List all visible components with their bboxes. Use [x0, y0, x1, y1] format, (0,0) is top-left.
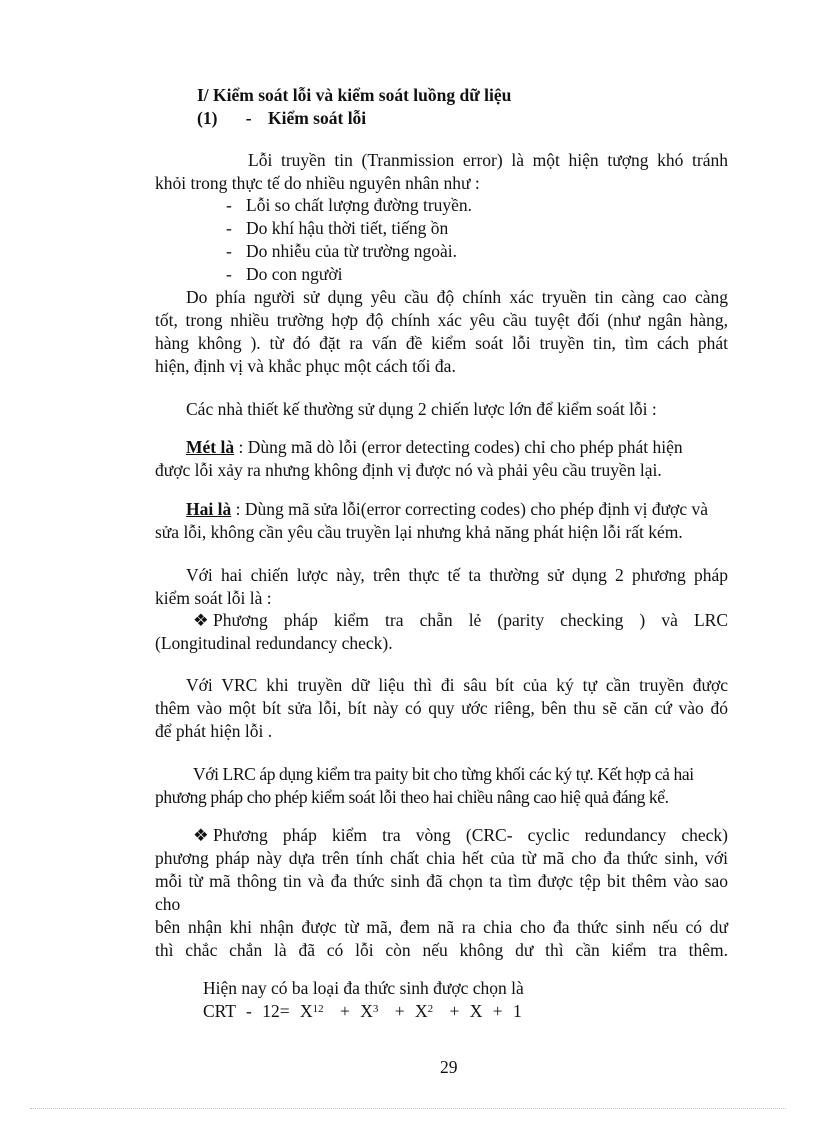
- section-heading: I/ Kiểm soát lỗi và kiểm soát luồng dữ liệu: [197, 85, 512, 105]
- formula-exponent: 12: [312, 1003, 324, 1015]
- paragraph-line: kiểm soát lỗi là :: [155, 588, 272, 608]
- paragraph-line: [186, 498, 708, 520]
- subsection-number: (1): [197, 108, 218, 128]
- paragraph-line: hiện, định vị và khắc phục một cách tối đa.: [155, 356, 456, 376]
- paragraph-line: thì chắc chắn là đã có lỗi còn nếu không dư thì cần kiểm tra thêm.: [155, 940, 728, 960]
- strategy-one-label: Mét là: [186, 437, 235, 457]
- strategy-one-text: : Dùng mã dò lỗi (error detecting codes) chỉ cho phép phát hiện: [238, 437, 683, 457]
- subsection-title: Kiểm soát lỗi: [267, 108, 367, 128]
- bullet-text: Phương pháp kiểm tra vòng (CRC- cyclic redundancy check): [213, 825, 728, 845]
- crc-formula: [203, 1000, 522, 1022]
- paragraph-line: Với LRC áp dụng kiểm tra paity bit cho từng khối các ký tự. Kết hợp cả hai: [193, 764, 694, 784]
- paragraph-line: phương pháp này dựa trên tính chất chia hết của từ mã cho đa thức sinh, với: [155, 848, 728, 868]
- list-dash: -: [226, 195, 232, 215]
- list-item: [226, 194, 472, 216]
- subsection-dash: -: [245, 108, 252, 128]
- subsection-heading: [197, 107, 366, 129]
- formula-term: CRT - 12= X: [203, 1001, 313, 1021]
- paragraph-line: khỏi trong thực tế do nhiều nguyên nhân như :: [155, 173, 480, 193]
- diamond-bullet-icon: ❖: [193, 825, 209, 845]
- list-dash: -: [226, 264, 232, 284]
- paragraph-line: hàng không ). từ đó đặt ra vấn đề kiểm soát lỗi truyền tin, tìm cách phát: [155, 333, 728, 353]
- paragraph-line: mỗi từ mã thông tin và đa thức sinh đã chọn ta tìm được tệp bit thêm vào sao: [155, 871, 728, 891]
- formula-term: + X: [394, 1001, 428, 1021]
- paragraph-line: thêm vào một bít sửa lỗi, bít này có quy ước riêng, bên thu sẽ căn cứ vào đó: [155, 698, 728, 718]
- bullet-text: Phương pháp kiểm tra chẵn lẻ (parity checking ) và LRC: [213, 610, 728, 630]
- bullet-line: [193, 824, 728, 846]
- list-item-text: Lỗi so chất lượng đường truyền.: [246, 195, 473, 215]
- paragraph-line: phương pháp cho phép kiểm soát lỗi theo hai chiều nâng cao hiệ quả đáng kể.: [155, 787, 669, 807]
- list-item: [226, 240, 457, 262]
- formula-exponent: 3: [372, 1003, 379, 1015]
- list-item: [226, 217, 448, 239]
- paragraph-line: cho: [155, 894, 181, 914]
- paragraph-line: Với VRC khi truyền dữ liệu thì đi sâu bít của ký tự cần truyền được: [186, 675, 728, 695]
- page-number: 29: [440, 1057, 458, 1077]
- list-item-text: Do nhiễu của từ trường ngoài.: [246, 241, 457, 261]
- list-item-text: Do con người: [246, 264, 343, 284]
- footer-divider: [30, 1108, 786, 1109]
- paragraph-line: để phát hiện lỗi .: [155, 721, 273, 741]
- formula-term: + X: [340, 1001, 373, 1021]
- paragraph-line: Các nhà thiết kế thường sử dụng 2 chiến lược lớn để kiểm soát lỗi :: [186, 399, 657, 419]
- paragraph-line: Hiện nay có ba loại đa thức sinh được chọn là: [203, 978, 524, 998]
- list-item-text: Do khí hậu thời tiết, tiếng ồn: [246, 218, 449, 238]
- paragraph-line: bên nhận khi nhận được từ mã, đem nã ra chia cho đa thức sinh nếu có dư: [155, 917, 728, 937]
- strategy-two-label: Hai là: [186, 499, 232, 519]
- paragraph-line: tốt, trong nhiều trường hợp độ chính xác yêu cầu tuyệt đối (như ngân hàng,: [155, 310, 728, 330]
- paragraph-line: Với hai chiến lược này, trên thực tế ta thường sử dụng 2 phương pháp: [186, 565, 728, 585]
- paragraph-line: (Longitudinal redundancy check).: [155, 633, 393, 653]
- paragraph-line: được lỗi xảy ra nhưng không định vị được nó và phải yêu cầu truyền lại.: [155, 460, 662, 480]
- bullet-line: [193, 609, 728, 631]
- list-dash: -: [226, 218, 232, 238]
- strategy-two-text: : Dùng mã sửa lỗi(error correcting codes) cho phép định vị được và: [235, 499, 708, 519]
- formula-exponent: 2: [427, 1003, 434, 1015]
- formula-term: + X + 1: [449, 1001, 522, 1021]
- paragraph-line: [186, 436, 683, 458]
- paragraph-line: Do phía người sử dụng yêu cầu độ chính xác tryuền tin càng cao càng: [186, 287, 728, 307]
- list-item: [226, 263, 343, 285]
- paragraph-line: sửa lỗi, không cần yêu cầu truyền lại nhưng khả năng phát hiện lỗi rất kém.: [155, 522, 683, 542]
- diamond-bullet-icon: ❖: [193, 610, 209, 630]
- list-dash: -: [226, 241, 232, 261]
- paragraph-line: Lỗi truyền tin (Tranmission error) là một hiện tượng khó tránh: [248, 150, 728, 170]
